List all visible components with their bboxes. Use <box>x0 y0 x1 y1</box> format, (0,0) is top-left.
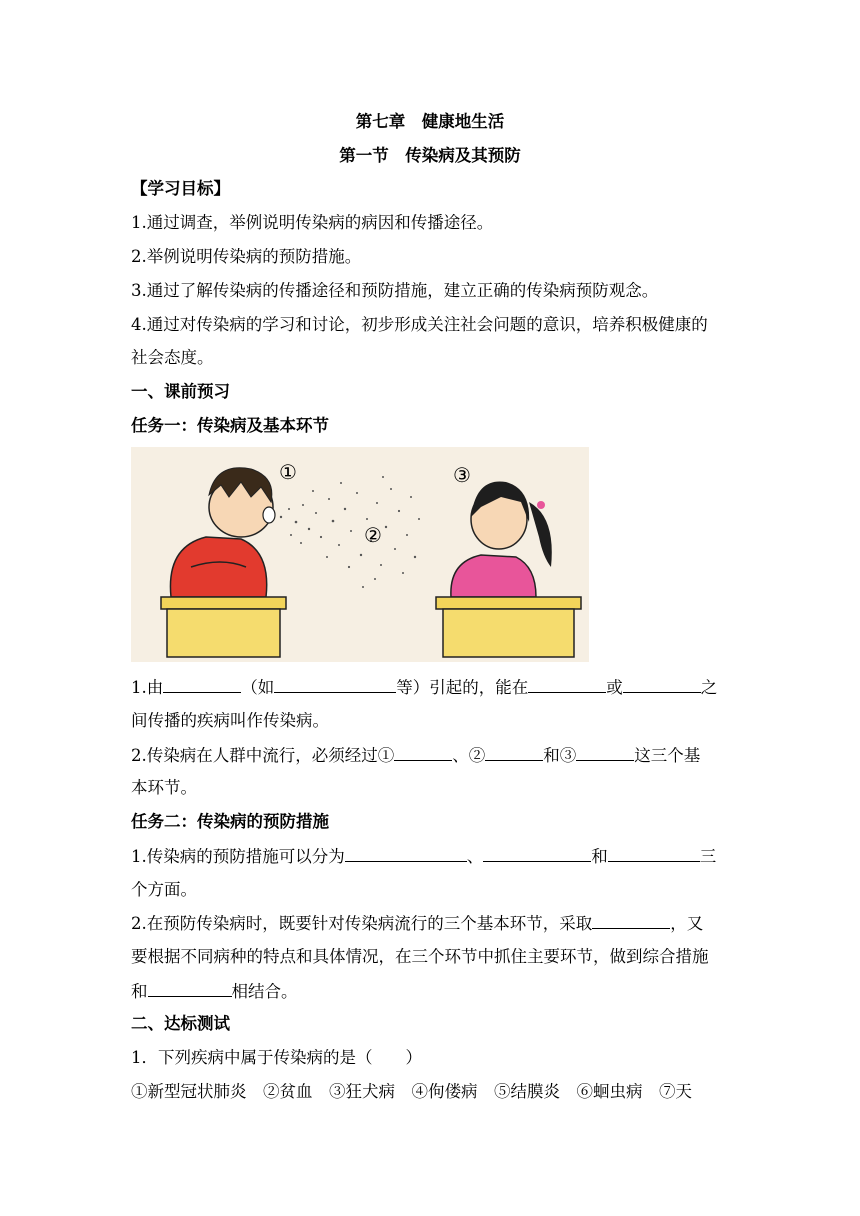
boy-desk <box>161 597 286 657</box>
task2-q2-line3: 和 相结合。 <box>131 982 298 1001</box>
task2-q2: 2.在预防传染病时，既要针对传染病流行的三个基本环节，采取 ，又 <box>131 914 704 933</box>
task2-heading: 任务二：传染病的预防措施 <box>131 812 329 831</box>
objective-item: 3.通过了解传染病的传播途径和预防措施，建立正确的传染病预防观念。 <box>131 281 659 300</box>
task2-q1-cont: 个方面。 <box>131 880 197 899</box>
task1-q1-cont: 间传播的疾病叫作传染病。 <box>131 711 329 730</box>
answer-blank[interactable] <box>608 845 700 862</box>
answer-blank[interactable] <box>576 744 634 761</box>
chapter-title: 第七章 健康地生活 <box>355 112 505 131</box>
figure-label-3: ③ <box>453 463 471 487</box>
task1-q2-cont: 本环节。 <box>131 778 197 797</box>
disease-transmission-illustration <box>131 447 589 662</box>
preview-heading: 一、课前预习 <box>131 382 230 401</box>
objectives-heading: 【学习目标】 <box>131 179 230 198</box>
answer-blank[interactable] <box>345 845 467 862</box>
test-heading: 二、达标测试 <box>131 1014 230 1033</box>
answer-blank[interactable] <box>148 980 232 997</box>
figure-label-1: ① <box>279 460 297 484</box>
objective-item: 1.通过调查，举例说明传染病的病因和传播途径。 <box>131 213 494 232</box>
answer-blank[interactable] <box>623 676 701 693</box>
girl-desk <box>436 597 581 657</box>
test-q1: 1．下列疾病中属于传染病的是（ ） <box>131 1048 422 1067</box>
task1-heading: 任务一：传染病及基本环节 <box>131 416 329 435</box>
task2-q2-line2: 要根据不同病种的特点和具体情况，在三个环节中抓住主要环节，做到综合措施 <box>131 947 709 966</box>
objective-item: 2.举例说明传染病的预防措施。 <box>131 247 362 266</box>
answer-blank[interactable] <box>485 744 543 761</box>
answer-blank[interactable] <box>592 912 670 929</box>
answer-blank[interactable] <box>163 676 241 693</box>
answer-blank[interactable] <box>394 744 452 761</box>
figure-label-2: ② <box>364 523 382 547</box>
answer-blank[interactable] <box>483 845 591 862</box>
answer-blank[interactable] <box>274 676 396 693</box>
task1-q2: 2.传染病在人群中流行，必须经过① 、② 和③ 这三个基 <box>131 746 701 765</box>
task2-q1: 1.传染病的预防措施可以分为 、 和 三 <box>131 847 717 866</box>
objective-item-cont: 社会态度。 <box>131 348 214 367</box>
section-title: 第一节 传染病及其预防 <box>339 146 521 165</box>
test-q1-options: ①新型冠状肺炎 ②贫血 ③狂犬病 ④佝偻病 ⑤结膜炎 ⑥蛔虫病 ⑦天 <box>131 1082 692 1101</box>
objective-item: 4.通过对传染病的学习和讨论，初步形成关注社会问题的意识，培养积极健康的 <box>131 315 708 334</box>
task1-q1: 1.由 （如 等）引起的，能在 或 之 <box>131 678 718 697</box>
answer-blank[interactable] <box>528 676 606 693</box>
